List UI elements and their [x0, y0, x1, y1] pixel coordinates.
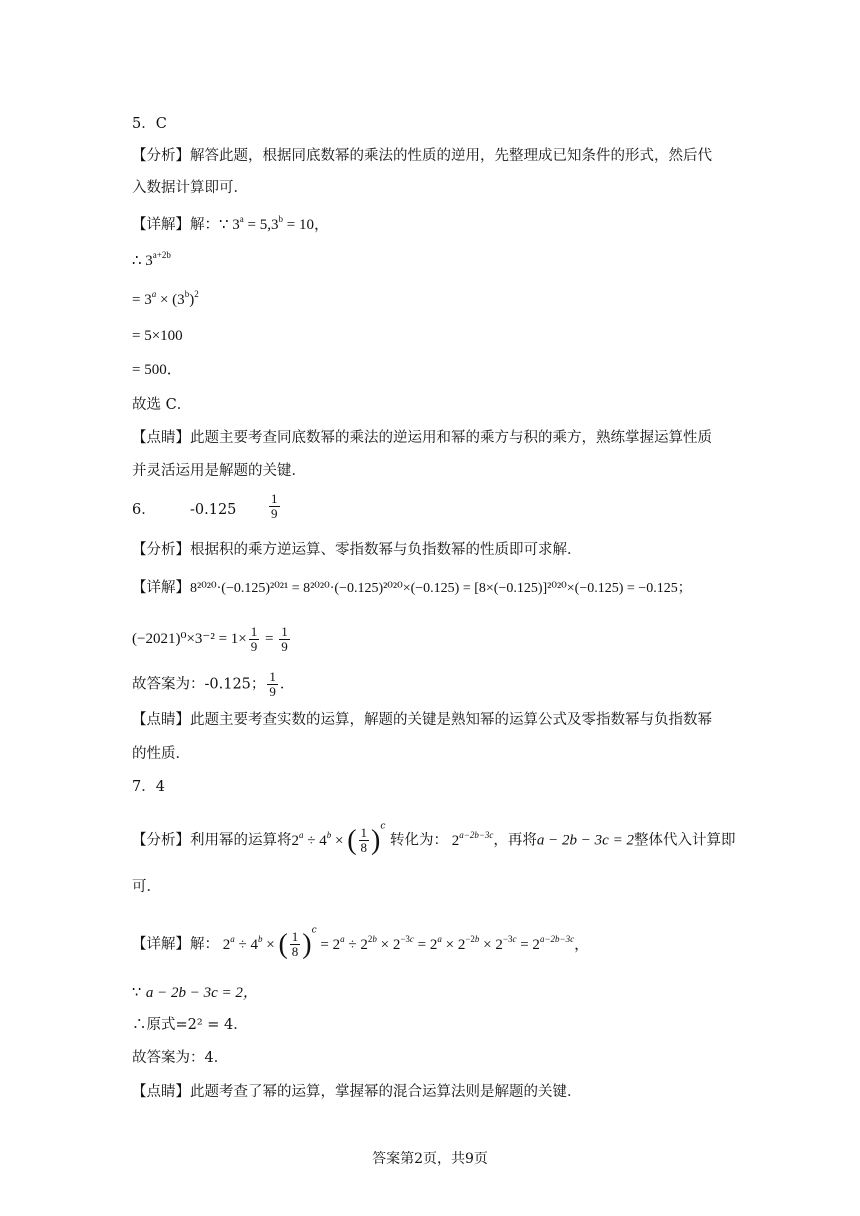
q6-header-row	[132, 491, 278, 521]
q7-therefore: ∴原式=2² = 4．	[132, 1017, 248, 1033]
q5-step3: = 5×100	[132, 328, 183, 344]
q6-answer2-fraction: $\frac{1}{9}$	[271, 491, 278, 521]
q5-analysis-line1: 【分析】解答此题，根据同底数幂的乘法的性质的逆用，先整理成已知条件的形式，然后代	[132, 148, 712, 164]
q6-detail: 【详解】8²⁰²⁰·(−0.125)²⁰²¹ = 8²⁰²⁰·(−0.125)²⁰²⁰×(−0.125) = [8×(−0.125)]²⁰²⁰×(−0.125) = −0.125；	[132, 580, 692, 596]
q6-comment-line2: 的性质．	[132, 746, 190, 762]
q5-comment-line1: 【点睛】此题主要考查同底数幂的乘法的逆运用和幂的乘方与积的乘方，熟练掌握运算性质	[132, 430, 712, 446]
q6-analysis: 【分析】根据积的乘方逆运算、零指数幂与负指数幂的性质即可求解．	[132, 542, 582, 558]
q5-step4: = 500．	[132, 362, 182, 378]
q7-since: ∵ a − 2b − 3c = 2，	[132, 985, 258, 1001]
q6-detail-expression: 8²⁰²⁰·(−0.125)²⁰²¹ = 8²⁰²⁰·(−0.125)²⁰²⁰×(−0.125) = [8×(−0.125)]²⁰²⁰×(−0.125) = −0.125；	[190, 581, 692, 596]
q5-choice: 故选 C．	[132, 397, 192, 413]
q5-detail-label: 【详解】解：	[132, 217, 219, 233]
q6-zero-power-line: (−2021)⁰×3⁻² = 1× $\frac{1}{9}$ = $\frac{1}{9}$	[132, 624, 288, 654]
q7-header: 7．4	[132, 779, 165, 795]
q7-detail: 【详解】解： $2^a \div 4^b$ × ( $\frac{1}{8}$ )$^c = 2^a \div 2^{2b} \times 2^{-3c} = 2^a \times 2^{-2b} \times 2^{-3c} = 2^{a-2b-3c}$，	[132, 925, 590, 960]
page-footer: 答案第2页，共9页	[372, 1151, 488, 1167]
q5-step2: = $3^a \times (3^b)^2$	[132, 289, 199, 308]
q5-detail	[132, 215, 329, 235]
q6-header: 6．	[132, 502, 156, 518]
q6-answer1: -0.125	[190, 502, 237, 518]
q7-answer: 故答案为：4．	[132, 1050, 229, 1066]
q5-comment-line2: 并灵活运用是解题的关键．	[132, 463, 306, 479]
q6-answer: 故答案为：-0.125； $\frac{1}{9}$ ．	[132, 669, 295, 699]
q7-analysis-line2: 可．	[132, 879, 161, 895]
q7-comment: 【点睛】此题考查了幂的运算，掌握幂的混合运算法则是解题的关键．	[132, 1084, 582, 1100]
q5-step1: ∴ $3^{a+2b}$	[132, 250, 171, 269]
q5-analysis-line2: 入数据计算即可．	[132, 180, 248, 196]
q5-condition: ∵ $3^a = 5,3^b = 10$，	[219, 214, 329, 233]
q6-comment-line1: 【点睛】此题主要考查实数的运算，解题的关键是熟知幂的运算公式及零指数幂与负指数幂	[132, 712, 712, 728]
q5-header: 5．C	[132, 116, 167, 132]
q7-analysis-line1: 【分析】利用幂的运算将$2^a \div 4^b$ × ( $\frac{1}{8}$ )$^c$ 转化为： $2^{a-2b-3c}$，再将a − 2b − 3c = 2整体代入计算即	[132, 821, 736, 856]
